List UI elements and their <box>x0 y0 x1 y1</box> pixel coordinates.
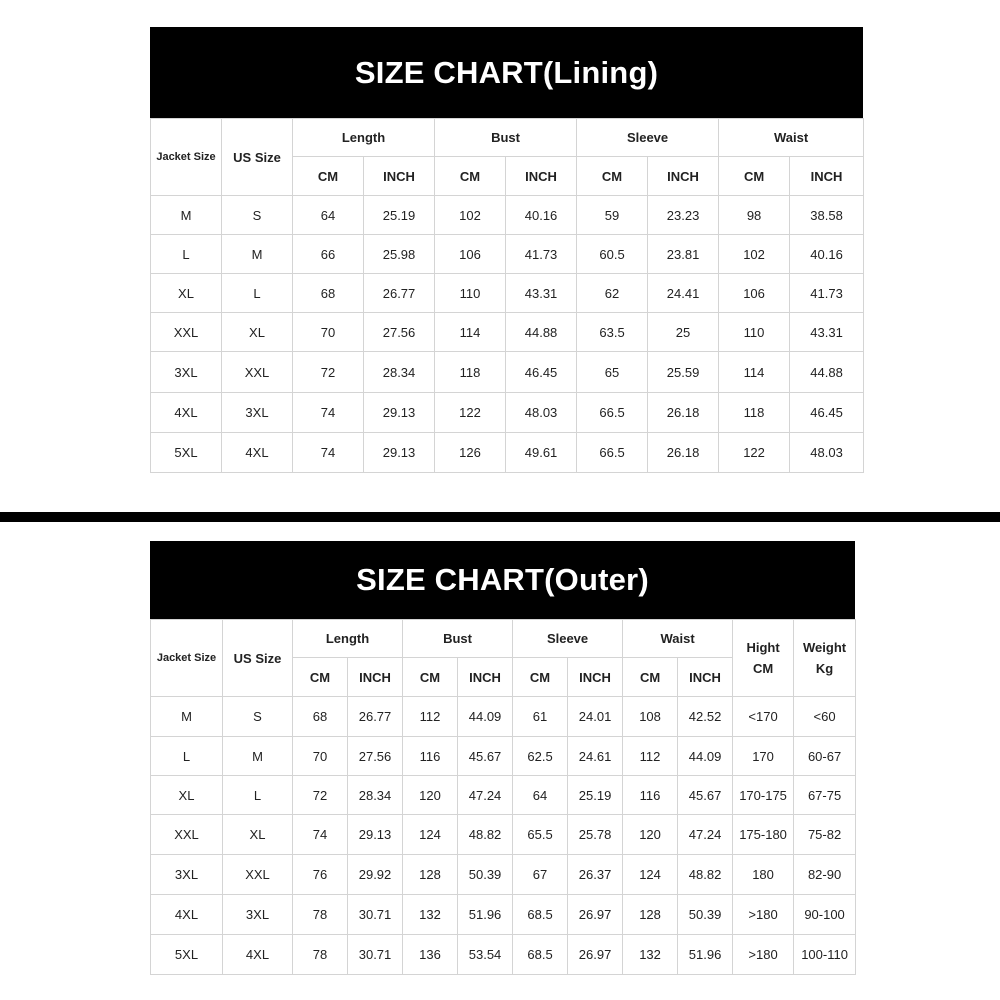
unit-inch: INCH <box>348 658 403 697</box>
table-cell: 136 <box>403 935 458 975</box>
table-cell: 47.24 <box>458 776 513 815</box>
table-cell: 42.52 <box>678 697 733 737</box>
table-cell: 112 <box>623 737 678 776</box>
table-cell: 26.18 <box>648 433 719 473</box>
table-cell: S <box>223 697 293 737</box>
table-cell: 41.73 <box>506 235 577 274</box>
table-row <box>151 815 856 855</box>
table-cell: 120 <box>403 776 458 815</box>
table-row <box>151 393 864 433</box>
table-cell: 4XL <box>151 895 223 935</box>
table-row <box>151 235 864 274</box>
unit-cm: CM <box>719 157 790 196</box>
outer-table-body <box>151 697 856 975</box>
table-cell: 64 <box>293 196 364 235</box>
header-bust: Bust <box>435 119 577 157</box>
table-cell: XXL <box>151 815 223 855</box>
table-cell: <170 <box>733 697 794 737</box>
table-cell: 24.61 <box>568 737 623 776</box>
unit-inch: INCH <box>364 157 435 196</box>
table-row <box>151 737 856 776</box>
table-cell: 122 <box>719 433 790 473</box>
table-cell: 25 <box>648 313 719 352</box>
table-cell: 46.45 <box>790 393 864 433</box>
table-cell: 45.67 <box>678 776 733 815</box>
unit-cm: CM <box>403 658 458 697</box>
table-cell: 106 <box>435 235 506 274</box>
table-cell: 74 <box>293 815 348 855</box>
table-cell: 27.56 <box>364 313 435 352</box>
table-cell: 68.5 <box>513 895 568 935</box>
table-row <box>151 352 864 393</box>
table-row <box>151 697 856 737</box>
unit-inch: INCH <box>506 157 577 196</box>
table-cell: 68 <box>293 697 348 737</box>
table-cell: 59 <box>577 196 648 235</box>
table-cell: 120 <box>623 815 678 855</box>
table-cell: 25.98 <box>364 235 435 274</box>
table-cell: 25.78 <box>568 815 623 855</box>
table-cell: 47.24 <box>678 815 733 855</box>
header-weight-label: Weight <box>803 640 847 655</box>
unit-cm: CM <box>577 157 648 196</box>
header-length: Length <box>293 119 435 157</box>
table-cell: 49.61 <box>506 433 577 473</box>
table-cell: 46.45 <box>506 352 577 393</box>
table-cell: 60-67 <box>794 737 856 776</box>
table-cell: L <box>151 235 222 274</box>
table-cell: 128 <box>623 895 678 935</box>
table-cell: <60 <box>794 697 856 737</box>
table-cell: 66 <box>293 235 364 274</box>
table-cell: 64 <box>513 776 568 815</box>
table-cell: 116 <box>623 776 678 815</box>
table-cell: 74 <box>293 433 364 473</box>
table-cell: XXL <box>151 313 222 352</box>
table-cell: 25.19 <box>568 776 623 815</box>
table-cell: 78 <box>293 895 348 935</box>
lining-size-chart <box>150 27 863 473</box>
table-cell: 23.23 <box>648 196 719 235</box>
header-sleeve: Sleeve <box>577 119 719 157</box>
table-cell: 3XL <box>223 895 293 935</box>
header-bust: Bust <box>403 620 513 658</box>
header-us-size: US Size <box>222 119 293 196</box>
table-cell: XL <box>151 776 223 815</box>
table-cell: 30.71 <box>348 935 403 975</box>
table-cell: 61 <box>513 697 568 737</box>
unit-cm: CM <box>293 658 348 697</box>
table-cell: 40.16 <box>506 196 577 235</box>
table-cell: 41.73 <box>790 274 864 313</box>
table-cell: M <box>151 196 222 235</box>
table-cell: 70 <box>293 737 348 776</box>
table-cell: L <box>222 274 293 313</box>
table-cell: 25.19 <box>364 196 435 235</box>
table-cell: 75-82 <box>794 815 856 855</box>
table-row <box>151 855 856 895</box>
unit-inch: INCH <box>458 658 513 697</box>
table-cell: 114 <box>435 313 506 352</box>
table-cell: 26.77 <box>348 697 403 737</box>
table-cell: 110 <box>719 313 790 352</box>
table-cell: 3XL <box>151 855 223 895</box>
table-cell: 26.97 <box>568 895 623 935</box>
table-cell: 27.56 <box>348 737 403 776</box>
header-jacket-size: Jacket Size <box>151 119 222 196</box>
table-cell: 100-110 <box>794 935 856 975</box>
table-cell: 68 <box>293 274 364 313</box>
table-cell: 26.37 <box>568 855 623 895</box>
table-cell: 50.39 <box>678 895 733 935</box>
table-cell: 74 <box>293 393 364 433</box>
table-cell: 116 <box>403 737 458 776</box>
table-cell: >180 <box>733 895 794 935</box>
table-row <box>151 935 856 975</box>
table-cell: 3XL <box>222 393 293 433</box>
table-cell: 45.67 <box>458 737 513 776</box>
header-hight-label: Hight <box>746 640 780 655</box>
table-cell: XXL <box>222 352 293 393</box>
header-length: Length <box>293 620 403 658</box>
table-cell: 112 <box>403 697 458 737</box>
table-row <box>151 776 856 815</box>
table-cell: 98 <box>719 196 790 235</box>
table-cell: L <box>151 737 223 776</box>
header-weight <box>794 620 856 697</box>
table-cell: 44.09 <box>678 737 733 776</box>
header-waist: Waist <box>719 119 864 157</box>
table-row <box>151 895 856 935</box>
table-cell: 132 <box>403 895 458 935</box>
table-cell: 66.5 <box>577 433 648 473</box>
table-cell: 180 <box>733 855 794 895</box>
table-cell: 65 <box>577 352 648 393</box>
table-cell: 65.5 <box>513 815 568 855</box>
table-cell: 78 <box>293 935 348 975</box>
unit-cm: CM <box>293 157 364 196</box>
table-cell: >180 <box>733 935 794 975</box>
table-cell: 24.01 <box>568 697 623 737</box>
table-cell: 132 <box>623 935 678 975</box>
header-jacket-size: Jacket Size <box>151 620 223 697</box>
table-cell: 62 <box>577 274 648 313</box>
table-cell: 24.41 <box>648 274 719 313</box>
table-cell: 26.97 <box>568 935 623 975</box>
table-cell: 70 <box>293 313 364 352</box>
table-cell: 26.18 <box>648 393 719 433</box>
table-cell: 5XL <box>151 935 223 975</box>
table-cell: 28.34 <box>348 776 403 815</box>
table-cell: 106 <box>719 274 790 313</box>
table-row <box>151 196 864 235</box>
table-cell: 118 <box>719 393 790 433</box>
table-cell: 26.77 <box>364 274 435 313</box>
table-cell: 28.34 <box>364 352 435 393</box>
table-cell: 38.58 <box>790 196 864 235</box>
table-cell: S <box>222 196 293 235</box>
table-cell: 67 <box>513 855 568 895</box>
table-cell: XXL <box>223 855 293 895</box>
lining-table-body <box>151 196 864 473</box>
table-cell: 29.13 <box>364 393 435 433</box>
unit-cm: CM <box>623 658 678 697</box>
table-cell: 23.81 <box>648 235 719 274</box>
header-weight-unit: Kg <box>815 661 834 676</box>
table-cell: 72 <box>293 776 348 815</box>
table-cell: 48.03 <box>790 433 864 473</box>
table-cell: 53.54 <box>458 935 513 975</box>
table-cell: XL <box>223 815 293 855</box>
table-cell: 108 <box>623 697 678 737</box>
lining-size-table <box>150 118 864 473</box>
outer-chart-title: SIZE CHART(Outer) <box>150 541 855 619</box>
table-row <box>151 274 864 313</box>
lining-chart-title: SIZE CHART(Lining) <box>150 27 863 118</box>
table-cell: 128 <box>403 855 458 895</box>
section-divider <box>0 512 1000 522</box>
table-cell: 102 <box>719 235 790 274</box>
table-cell: 82-90 <box>794 855 856 895</box>
table-cell: 66.5 <box>577 393 648 433</box>
table-cell: L <box>223 776 293 815</box>
table-row <box>151 313 864 352</box>
unit-inch: INCH <box>648 157 719 196</box>
table-cell: 4XL <box>222 433 293 473</box>
header-sleeve: Sleeve <box>513 620 623 658</box>
table-cell: 126 <box>435 433 506 473</box>
header-waist: Waist <box>623 620 733 658</box>
table-cell: 48.03 <box>506 393 577 433</box>
unit-inch: INCH <box>678 658 733 697</box>
table-cell: 67-75 <box>794 776 856 815</box>
table-cell: 29.13 <box>348 815 403 855</box>
table-cell: 114 <box>719 352 790 393</box>
table-cell: 44.09 <box>458 697 513 737</box>
header-us-size: US Size <box>223 620 293 697</box>
table-cell: 4XL <box>223 935 293 975</box>
table-cell: XL <box>222 313 293 352</box>
table-cell: 29.92 <box>348 855 403 895</box>
table-cell: 72 <box>293 352 364 393</box>
table-cell: 124 <box>623 855 678 895</box>
table-cell: 25.59 <box>648 352 719 393</box>
table-cell: 122 <box>435 393 506 433</box>
outer-size-chart <box>150 541 855 975</box>
table-cell: 43.31 <box>790 313 864 352</box>
table-cell: 44.88 <box>790 352 864 393</box>
table-cell: 43.31 <box>506 274 577 313</box>
table-cell: 62.5 <box>513 737 568 776</box>
table-cell: 44.88 <box>506 313 577 352</box>
table-cell: 48.82 <box>458 815 513 855</box>
table-cell: 102 <box>435 196 506 235</box>
table-cell: 170 <box>733 737 794 776</box>
table-cell: 90-100 <box>794 895 856 935</box>
table-cell: 175-180 <box>733 815 794 855</box>
header-hight <box>733 620 794 697</box>
header-hight-unit: CM <box>752 661 774 676</box>
unit-cm: CM <box>435 157 506 196</box>
table-cell: 5XL <box>151 433 222 473</box>
table-cell: 124 <box>403 815 458 855</box>
table-cell: 110 <box>435 274 506 313</box>
table-cell: 170-175 <box>733 776 794 815</box>
table-cell: 68.5 <box>513 935 568 975</box>
table-cell: 50.39 <box>458 855 513 895</box>
table-row <box>151 433 864 473</box>
table-cell: 51.96 <box>678 935 733 975</box>
table-cell: M <box>151 697 223 737</box>
table-cell: 63.5 <box>577 313 648 352</box>
table-cell: 60.5 <box>577 235 648 274</box>
unit-inch: INCH <box>568 658 623 697</box>
outer-size-table <box>150 619 856 975</box>
table-cell: 3XL <box>151 352 222 393</box>
table-cell: M <box>223 737 293 776</box>
table-cell: 4XL <box>151 393 222 433</box>
table-cell: M <box>222 235 293 274</box>
table-cell: 30.71 <box>348 895 403 935</box>
table-cell: 51.96 <box>458 895 513 935</box>
table-cell: 118 <box>435 352 506 393</box>
table-cell: XL <box>151 274 222 313</box>
unit-cm: CM <box>513 658 568 697</box>
unit-inch: INCH <box>790 157 864 196</box>
table-cell: 40.16 <box>790 235 864 274</box>
table-cell: 76 <box>293 855 348 895</box>
table-cell: 48.82 <box>678 855 733 895</box>
table-cell: 29.13 <box>364 433 435 473</box>
